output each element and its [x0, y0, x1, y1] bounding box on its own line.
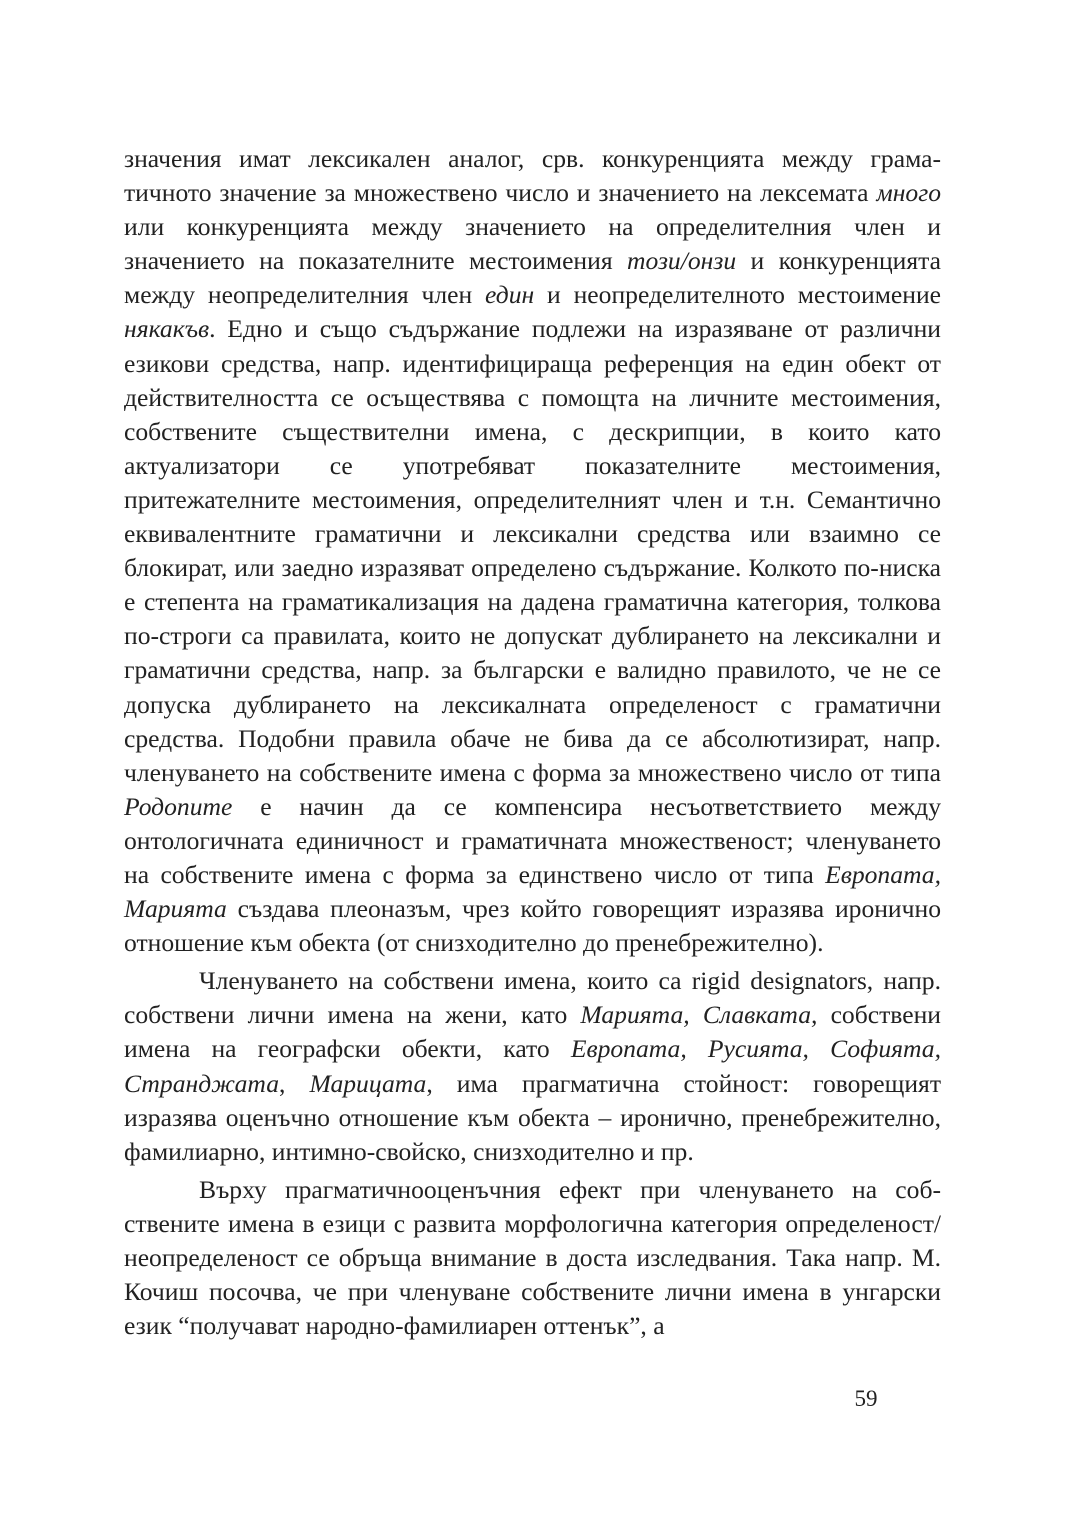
- text-run: или конкуренцията между значението на определителния член и значението на показателните местоимения: [124, 212, 941, 276]
- italic-term: много: [876, 178, 941, 208]
- italic-term: този/онзи: [627, 246, 737, 276]
- text-run: и конкуренцията между неопределителния член: [124, 246, 941, 310]
- text-run: . Едно и също съдържание подлежи на изразяване от различни езикови средства, напр. идентифицираща референция на един обект от действителността се осъществява с помощта на личните местоимения, собствените съществителни имена, с дескрипции, в които като актуализатори се употребяват показателните местоимения, притежателните местоимения, определителният член и т.н. Семантично еквивалентните граматични и лексикални средства или взаимно се блокират, или заедно изразяват определено съдържание. Колкото по-ниска е степента на граматикализация на дадена граматична категория, толкова по-строги са правилата, които не допускат дублирането на лексикални и граматични средства, напр. за български е валидно правилото, че не се допуска дублирането на лексикалната определеност с граматични средства. Подобни правила обаче не бива да се абсолютизират, напр. членуването на собствените имена с форма за множествено число от типа: [124, 314, 941, 787]
- text-run: създава плеоназъм, чрез който говорещият изразява иронично отношение към обекта (от снизходително до пренебрежително).: [124, 894, 941, 958]
- text-run: е начин да се компенсира несъответствието между онтологичната единичност и граматичната множественост; членуването на собствените имена с форма за единствено число от типа: [124, 791, 941, 889]
- italic-term: Родопите: [124, 791, 233, 821]
- italic-term: Европата, Марията: [124, 859, 941, 924]
- italic-term: един: [485, 280, 535, 310]
- text-run: собствени имена на географски обекти, като: [124, 1000, 941, 1064]
- italic-term: някакъв: [124, 314, 210, 344]
- paragraph-1: [124, 142, 941, 960]
- text-run: , има прагматична стойност: говорещият изразява оценъчно отношение към обекта – иронично, пренебрежително, фамилиарно, интимно-свойско, снизходително и пр.: [124, 1068, 941, 1166]
- paragraph-3: [124, 1173, 941, 1343]
- text-run: значения имат лексикален аналог, срв. конкуренцията между граматичното значение за множествено число и значението на лексемата: [124, 144, 941, 208]
- paragraph-2: [124, 964, 941, 1169]
- text-run: ,: [279, 1068, 310, 1098]
- text-run: и неопределителното местоимение: [534, 280, 942, 310]
- page-number: 59: [854, 1386, 878, 1411]
- text-run: Членуването на собствени имена, които са rigid designators, напр. собствени лични имена на жени, като: [124, 966, 941, 1030]
- italic-term: Марицата: [309, 1068, 427, 1098]
- italic-term: Европата, Русията, Софията, Странджата: [124, 1034, 942, 1098]
- italic-term: Марията, Славката,: [580, 1000, 818, 1030]
- text-run: Върху прагматичнооценъчния ефект при членуването на собствените имена в езици с развита морфологична категория определеност/неопределеност се обръща внимание в доста изследвания. Така напр. М. Кочиш посочва, че при членуване собствените лични имена в унгарски език “получават народно-фамилиарен оттенък”, а: [124, 1174, 941, 1341]
- body-text: [124, 142, 941, 1343]
